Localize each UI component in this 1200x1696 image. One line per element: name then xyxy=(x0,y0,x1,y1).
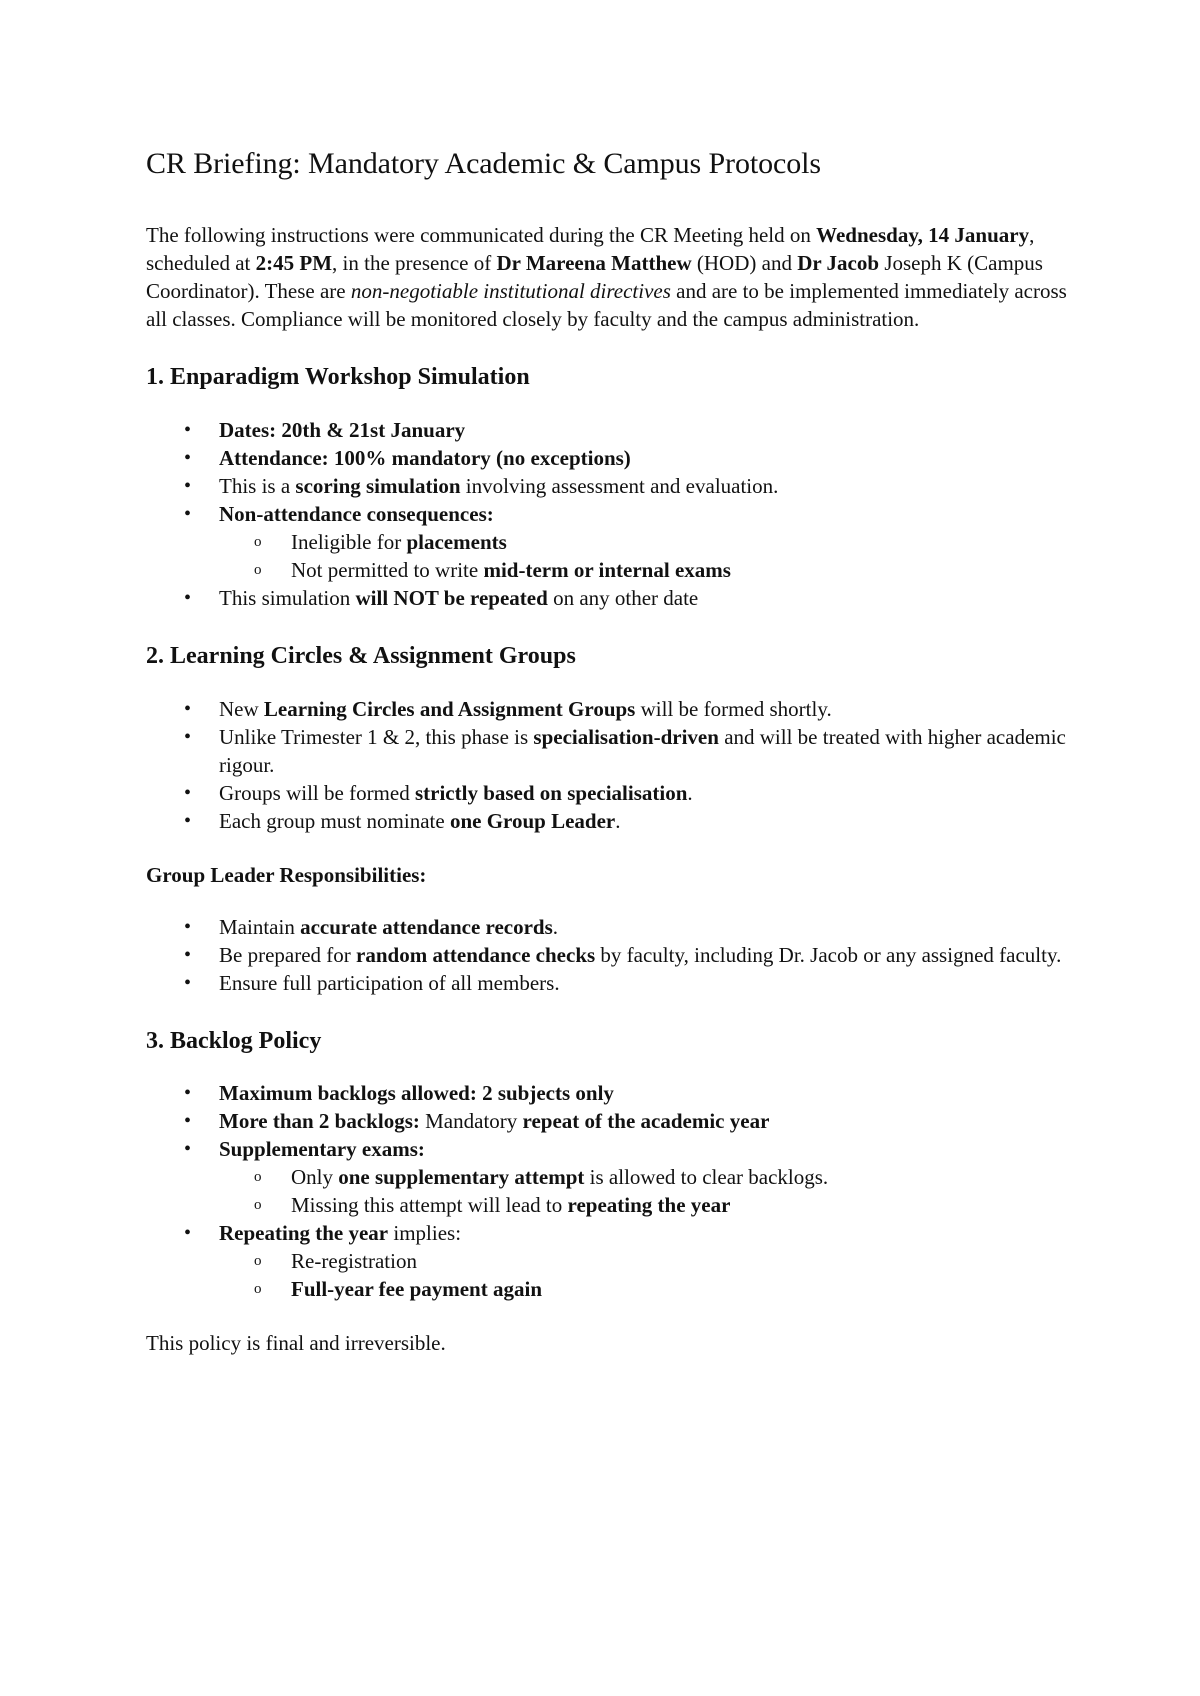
sub-list-item xyxy=(146,556,1076,584)
list-text: implies: xyxy=(388,1221,462,1246)
list-emphasis: Full-year fee payment again xyxy=(291,1277,542,1302)
repeat-sublist xyxy=(219,1247,1076,1303)
list-text: Mandatory xyxy=(419,1109,523,1134)
list-emphasis: mid-term or internal exams xyxy=(483,557,731,582)
list-item xyxy=(146,472,1076,500)
list-item xyxy=(146,695,1076,723)
list-emphasis: placements xyxy=(406,529,507,554)
list-emphasis: Supplementary exams: xyxy=(219,1137,425,1162)
consequences-sublist xyxy=(219,528,1076,584)
list-emphasis: Maximum backlogs allowed: 2 subjects only xyxy=(219,1081,614,1106)
list-text: Groups will be formed xyxy=(219,780,415,805)
backlog-list xyxy=(146,1079,1076,1303)
list-item xyxy=(146,1107,1076,1135)
list-text: Ensure full participation of all members. xyxy=(219,970,560,995)
workshop-dates: Dates: 20th & 21st January xyxy=(219,417,466,442)
list-emphasis: Repeating the year xyxy=(219,1221,389,1246)
directive-emphasis: non-negotiable institutional directives xyxy=(350,279,671,303)
list-text: New xyxy=(219,696,264,721)
list-item xyxy=(146,1079,1076,1107)
list-item xyxy=(146,913,1076,941)
list-emphasis: specialisation-driven xyxy=(533,724,719,749)
list-item xyxy=(146,969,1076,997)
group-leader-list xyxy=(146,913,1076,997)
list-text: Missing this attempt will lead to xyxy=(291,1193,568,1218)
list-text: Be prepared for xyxy=(219,942,357,967)
list-emphasis: repeating the year xyxy=(567,1193,731,1218)
list-text: This is a xyxy=(219,473,296,498)
list-text: This simulation xyxy=(219,585,356,610)
list-text: Only xyxy=(291,1165,339,1190)
closing-statement: This policy is final and irreversible. xyxy=(146,1331,446,1356)
section-heading-learning-circles: 2. Learning Circles & Assignment Groups xyxy=(146,642,576,669)
workshop-list xyxy=(146,416,1076,612)
list-item xyxy=(146,723,1076,779)
list-text: . xyxy=(615,808,621,833)
coordinator-name: Dr Jacob xyxy=(797,251,880,275)
list-emphasis: scoring simulation xyxy=(295,473,461,498)
list-emphasis: repeat of the academic year xyxy=(522,1109,770,1134)
list-emphasis: will NOT be repeated xyxy=(355,585,548,610)
section-heading-workshop: 1. Enparadigm Workshop Simulation xyxy=(146,364,530,390)
list-text: Not permitted to write xyxy=(291,557,484,582)
list-emphasis: random attendance checks xyxy=(356,942,596,967)
intro-text: The following instructions were communicated during the CR Meeting held on xyxy=(146,223,817,247)
sub-list-item xyxy=(146,528,1076,556)
list-text: . xyxy=(687,780,693,805)
list-item xyxy=(146,584,1076,612)
intro-text: Joseph K (Campus Coordinator). These are xyxy=(146,251,1043,303)
meeting-time: 2:45 PM xyxy=(255,251,333,275)
intro-text: , in the presence of xyxy=(332,251,497,275)
document-title: CR Briefing: Mandatory Academic & Campus Protocols xyxy=(146,147,821,180)
list-text: Each group must nominate xyxy=(219,808,450,833)
sub-list-item xyxy=(146,1163,1076,1191)
intro-text: and are to be implemented immediately across all classes. Compliance will be monitored closely by faculty and the campus administration. xyxy=(146,279,1067,331)
list-item xyxy=(146,941,1076,969)
supplementary-sublist xyxy=(219,1163,1076,1219)
list-emphasis: Learning Circles and Assignment Groups xyxy=(263,696,636,721)
learning-circles-list xyxy=(146,695,1076,835)
section-heading-backlog: 3. Backlog Policy xyxy=(146,1027,322,1054)
list-emphasis: one supplementary attempt xyxy=(338,1165,585,1190)
list-text: . xyxy=(552,914,559,939)
list-text: Unlike Trimester 1 & 2, this phase is xyxy=(219,724,534,749)
list-item xyxy=(146,807,1076,835)
intro-text: , scheduled at xyxy=(146,223,1035,275)
list-item xyxy=(146,416,1076,444)
list-text: by faculty, including Dr. Jacob or any assigned faculty. xyxy=(595,942,1062,967)
list-emphasis: More than 2 backlogs: xyxy=(219,1109,420,1134)
list-item xyxy=(146,500,1076,584)
list-emphasis: one Group Leader xyxy=(449,808,616,833)
list-emphasis: strictly based on specialisation xyxy=(414,780,688,805)
document-page xyxy=(146,130,1076,1357)
meeting-date: Wednesday, 14 January xyxy=(816,223,1030,247)
sub-list-item xyxy=(146,1247,1076,1275)
list-text: on any other date xyxy=(547,585,699,610)
list-item xyxy=(146,779,1076,807)
list-item xyxy=(146,444,1076,472)
hod-name: Dr Mareena Matthew xyxy=(496,251,692,275)
list-text: Ineligible for xyxy=(291,529,407,554)
sub-list-item xyxy=(146,1275,1076,1303)
workshop-attendance: Attendance: 100% mandatory (no exceptions) xyxy=(219,445,631,470)
list-item xyxy=(146,1135,1076,1219)
consequences-label: Non-attendance consequences: xyxy=(219,501,494,526)
list-text: is allowed to clear backlogs. xyxy=(584,1165,829,1190)
list-text: will be formed shortly. xyxy=(635,696,832,721)
list-text: Re-registration xyxy=(291,1249,417,1274)
list-text: and will be treated with higher academic rigour. xyxy=(219,724,1066,777)
list-text: Maintain xyxy=(219,914,301,939)
intro-paragraph xyxy=(146,221,1076,333)
list-text: involving assessment and evaluation. xyxy=(460,473,779,498)
list-emphasis: accurate attendance records xyxy=(300,914,553,939)
list-item xyxy=(146,1219,1076,1303)
sub-list-item xyxy=(146,1191,1076,1219)
intro-text: (HOD) and xyxy=(691,251,798,275)
group-leader-heading: Group Leader Responsibilities: xyxy=(146,862,427,887)
